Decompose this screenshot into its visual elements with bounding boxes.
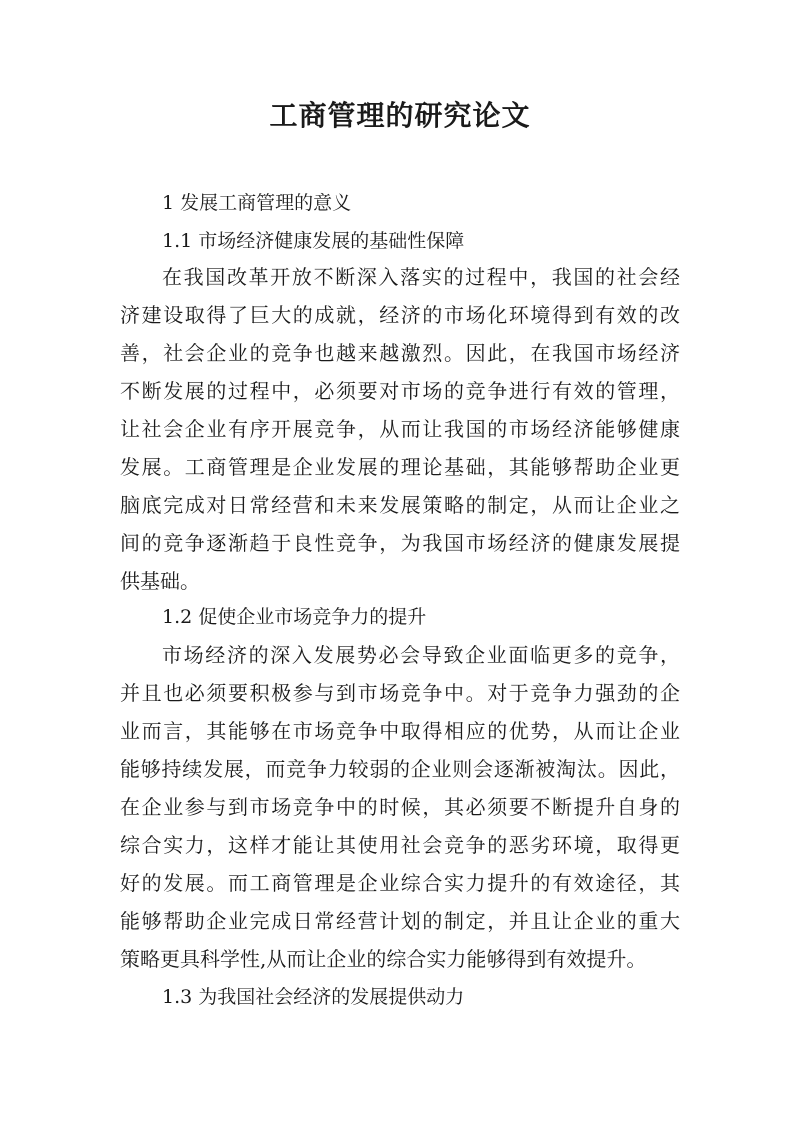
document-title: 工商管理的研究论文 [269,99,531,132]
paragraph-1-line-1: 在我国改革开放不断深入落实的过程中，我国的社会经 [162,265,680,289]
section-heading-1-1: 1.1 市场经济健康发展的基础性保障 [162,230,465,252]
paragraph-2-line-4: 能够持续发展，而竞争力较弱的企业则会逐渐被淘汰。因此， [120,757,680,781]
paragraph-2-line-9: 策略更具科学性,从而让企业的综合实力能够得到有效提升。 [120,947,647,971]
paragraph-2-line-7: 好的发展。而工商管理是企业综合实力提升的有效途径，其 [120,871,680,895]
paragraph-1-line-3: 善，社会企业的竞争也越来越激烈。因此，在我国市场经济 [120,341,680,365]
paragraph-1-line-5: 让社会企业有序开展竞争，从而让我国的市场经济能够健康 [120,417,680,441]
section-heading-1-3: 1.3 为我国社会经济的发展提供动力 [162,986,465,1008]
section-heading-1-2: 1.2 促使企业市场竞争力的提升 [162,606,427,628]
section-heading-1: 1 发展工商管理的意义 [162,192,352,214]
paragraph-1-line-2: 济建设取得了巨大的成就，经济的市场化环境得到有效的改 [120,303,680,327]
paragraph-1-line-7: 脑底完成对日常经营和未来发展策略的制定，从而让企业之 [120,493,680,517]
paragraph-2-line-3: 业而言，其能够在市场竞争中取得相应的优势，从而让企业 [120,719,680,743]
paragraph-2-line-5: 在企业参与到市场竞争中的时候，其必须要不断提升自身的 [120,795,680,819]
paragraph-2-line-2: 并且也必须要积极参与到市场竞争中。对于竞争力强劲的企 [120,681,680,705]
paragraph-1-line-4: 不断发展的过程中，必须要对市场的竞争进行有效的管理， [120,379,680,403]
paragraph-2-line-8: 能够帮助企业完成日常经营计划的制定，并且让企业的重大 [120,909,680,933]
paragraph-2-line-6: 综合实力，这样才能让其使用社会竞争的恶劣环境，取得更 [120,833,680,857]
paragraph-1-line-6: 发展。工商管理是企业发展的理论基础，其能够帮助企业更 [120,455,680,479]
paragraph-1-line-9: 供基础。 [120,569,200,593]
paragraph-1-line-8: 间的竞争逐渐趋于良性竞争，为我国市场经济的健康发展提 [120,531,680,555]
paragraph-2-line-1: 市场经济的深入发展势必会导致企业面临更多的竞争， [162,643,680,667]
